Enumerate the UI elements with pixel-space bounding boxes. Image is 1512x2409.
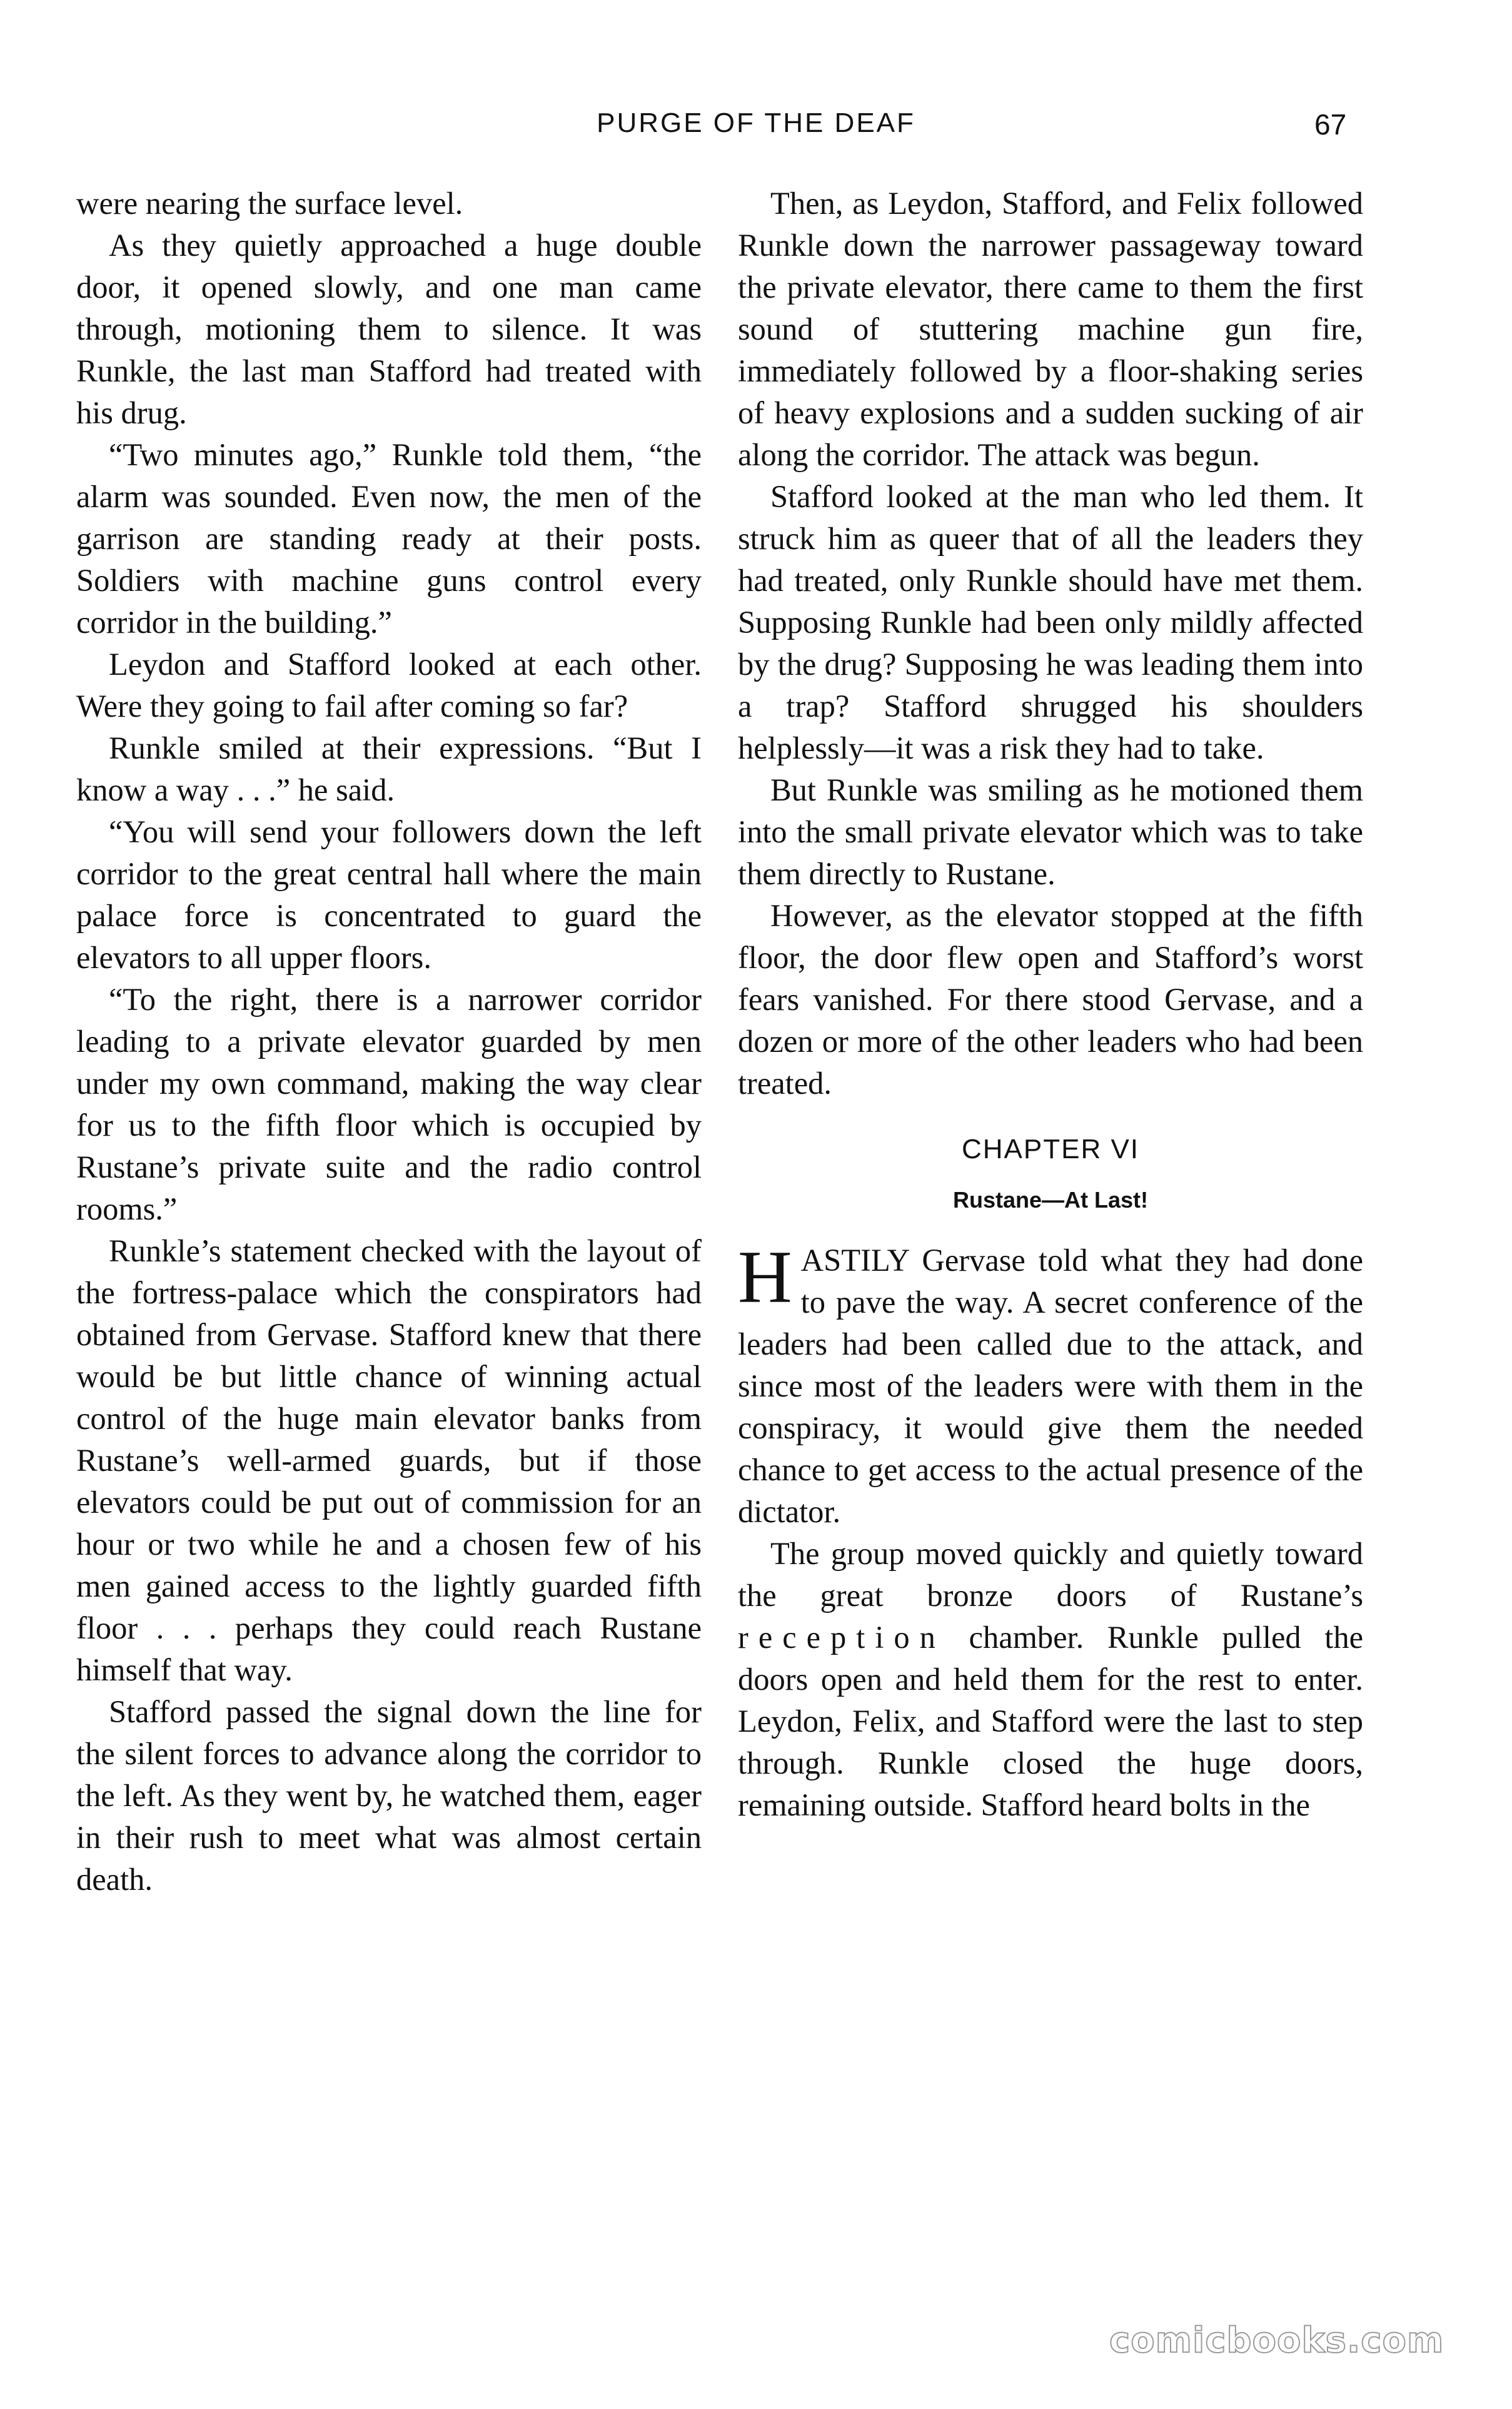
paragraph-text: Gervase told what they had done to pave the way. A secret conference of the leaders had been called due to the attack, and since most of the leaders were with them in the conspiracy, it would give them the needed chance to get access to the actual presence of the dictator. <box>738 1243 1363 1529</box>
letterspaced-word: reception <box>738 1620 945 1655</box>
small-caps-lead: ASTILY <box>800 1243 909 1278</box>
paragraph-text: chamber. Runkle pulled the doors open and held them for the rest to enter. Leydon, Felix, and Stafford were the last to step through. Runkle closed the huge doors, remaining outside. Stafford heard bolts in the <box>738 1620 1363 1822</box>
paragraph: As they quietly approached a huge double door, it opened slowly, and one man came through, motioning them to silence. It was Runkle, the last man Stafford had treated with his drug. <box>76 228 702 430</box>
opening-paragraph <box>738 1235 1363 1533</box>
paragraph: However, as the elevator stopped at the fifth floor, the door flew open and Stafford’s worst fears vanished. For there stood Gervase, and a dozen or more of the other leaders who had been treated. <box>738 898 1363 1101</box>
chapter-title: Rustane—At Last! <box>952 1187 1149 1213</box>
paragraph: Runkle smiled at their expressions. “But I know a way . . .” he said. <box>76 730 702 807</box>
paragraph: Stafford looked at the man who led them. It struck him as queer that of all the leaders they had treated, only Runkle should have met them. Supposing Runkle had been only mildly affected by the drug? Supposing he was leading them into a trap? Stafford shrugged his shoulders helplessly—it was a risk they had to take. <box>738 479 1363 765</box>
watermark: comicbooks.com <box>1109 2320 1444 2361</box>
paragraph <box>738 1533 1363 1826</box>
page-number: 67 <box>1314 108 1347 141</box>
left-column <box>76 183 702 1901</box>
paragraph: But Runkle was smiling as he motioned them into the small private elevator which was to take them directly to Rustane. <box>738 772 1363 891</box>
right-column <box>738 183 1363 1826</box>
chapter-number: CHAPTER VI <box>961 1134 1140 1164</box>
paragraph: were nearing the surface level. <box>76 186 463 221</box>
paragraph: Then, as Leydon, Stafford, and Felix followed Runkle down the narrower passageway toward the private elevator, there came to them the first sound of stuttering machine gun fire, immediately followed by a floor-shaking series of heavy explosions and a sudden sucking of air along the corridor. The attack was begun. <box>738 186 1363 472</box>
running-header-title: PURGE OF THE DEAF <box>597 108 915 138</box>
drop-cap: H <box>738 1235 792 1318</box>
paragraph: “You will send your followers down the left corridor to the great central hall where the main palace force is concentrated to guard the elevators to all upper floors. <box>76 814 702 975</box>
paragraph: Stafford passed the signal down the line for the silent forces to advance along the corridor to the left. As they went by, he watched them, eager in their rush to meet what was almost certain death. <box>76 1694 702 1897</box>
paragraph: “Two minutes ago,” Runkle told them, “the alarm was sounded. Even now, the men of the garrison are standing ready at their posts. Soldiers with machine guns control every corridor in the building.” <box>76 437 702 640</box>
paragraph-text: The group moved quickly and quietly toward the great bronze doors of Rustane’s <box>738 1536 1363 1613</box>
paragraph: Runkle’s statement checked with the layout of the fortress-palace which the conspirators had obtained from Gervase. Stafford knew that there would be but little chance of winning actual control of the huge main elevator banks from Rustane’s well-armed guards, but if those elevators could be put out of commission for an hour or two while he and a chosen few of his men gained access to the lightly guarded fifth floor . . . perhaps they could reach Rustane himself that way. <box>76 1233 702 1687</box>
paragraph: Leydon and Stafford looked at each other. Were they going to fail after coming so far? <box>76 647 702 724</box>
paragraph: “To the right, there is a narrower corridor leading to a private elevator guarded by men under my own command, making the way clear for us to the fifth floor which is occupied by Rustane’s private suite and the radio control rooms.” <box>76 982 702 1226</box>
